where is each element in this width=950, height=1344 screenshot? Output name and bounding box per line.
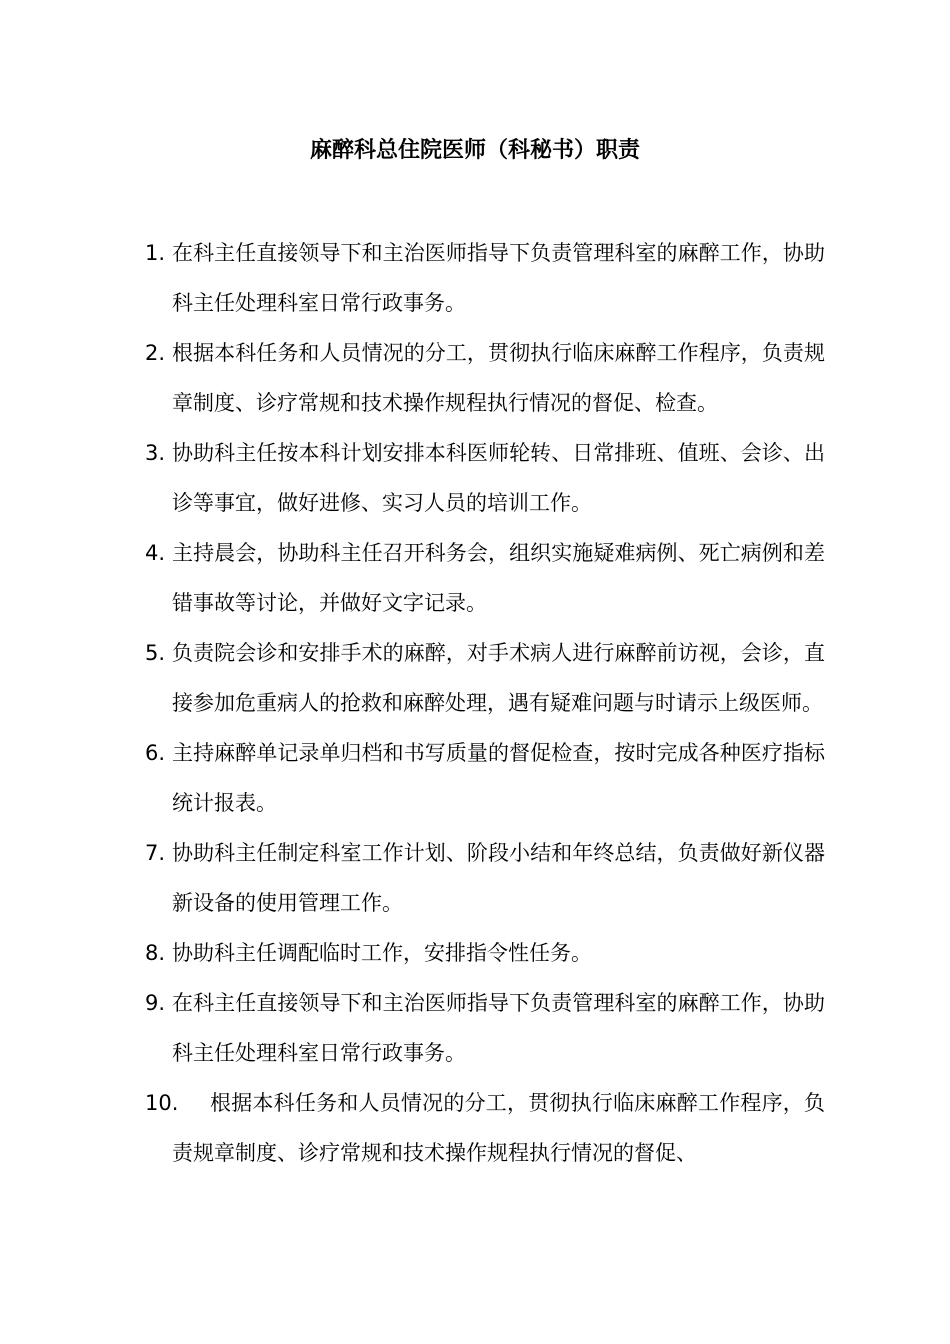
item-text: 主持晨会，协助科主任召开科务会，组织实施疑难病例、死亡病例和差错事故等讨论，并做好文字记录。 (172, 541, 825, 615)
item-text: 在科主任直接领导下和主治医师指导下负责管理科室的麻醉工作，协助科主任处理科室日常行政事务。 (172, 991, 825, 1065)
item-number: 3. (145, 441, 166, 465)
document-title: 麻醉科总住院医师（科秘书）职责 (309, 138, 640, 163)
duty-list (145, 228, 825, 1178)
list-item (145, 228, 825, 328)
item-text: 在科主任直接领导下和主治医师指导下负责管理科室的麻醉工作，协助科主任处理科室日常行政事务。 (172, 241, 825, 315)
item-number: 5. (145, 641, 166, 665)
item-text: 协助科主任按本科计划安排本科医师轮转、日常排班、值班、会诊、出诊等事宜，做好进修、实习人员的培训工作。 (172, 441, 825, 515)
list-item (145, 428, 825, 528)
item-number: 7. (145, 841, 166, 865)
list-item (145, 828, 825, 928)
item-text: 根据本科任务和人员情况的分工，贯彻执行临床麻醉工作程序，负责规章制度、诊疗常规和技术操作规程执行情况的督促、 (172, 1091, 825, 1165)
item-text: 主持麻醉单记录单归档和书写质量的督促检查，按时完成各种医疗指标统计报表。 (172, 741, 825, 815)
item-text: 负责院会诊和安排手术的麻醉，对手术病人进行麻醉前访视，会诊，直接参加危重病人的抢救和麻醉处理，遇有疑难问题与时请示上级医师。 (172, 641, 825, 715)
list-item (145, 328, 825, 428)
list-item (145, 928, 825, 978)
item-number: 2. (145, 341, 166, 365)
item-text: 根据本科任务和人员情况的分工，贯彻执行临床麻醉工作程序，负责规章制度、诊疗常规和技术操作规程执行情况的督促、检查。 (172, 341, 825, 415)
list-item (145, 628, 825, 728)
item-number: 9. (145, 991, 166, 1015)
item-text: 协助科主任制定科室工作计划、阶段小结和年终总结，负责做好新仪器新设备的使用管理工作。 (172, 841, 825, 915)
list-item (145, 1078, 825, 1178)
item-number: 4. (145, 541, 166, 565)
item-number: 1. (145, 241, 166, 265)
item-text: 协助科主任调配临时工作，安排指令性任务。 (172, 941, 592, 965)
list-item (145, 528, 825, 628)
list-item (145, 728, 825, 828)
list-item (145, 978, 825, 1078)
item-number: 8. (145, 941, 166, 965)
item-number: 10. (145, 1091, 179, 1115)
item-number: 6. (145, 741, 166, 765)
